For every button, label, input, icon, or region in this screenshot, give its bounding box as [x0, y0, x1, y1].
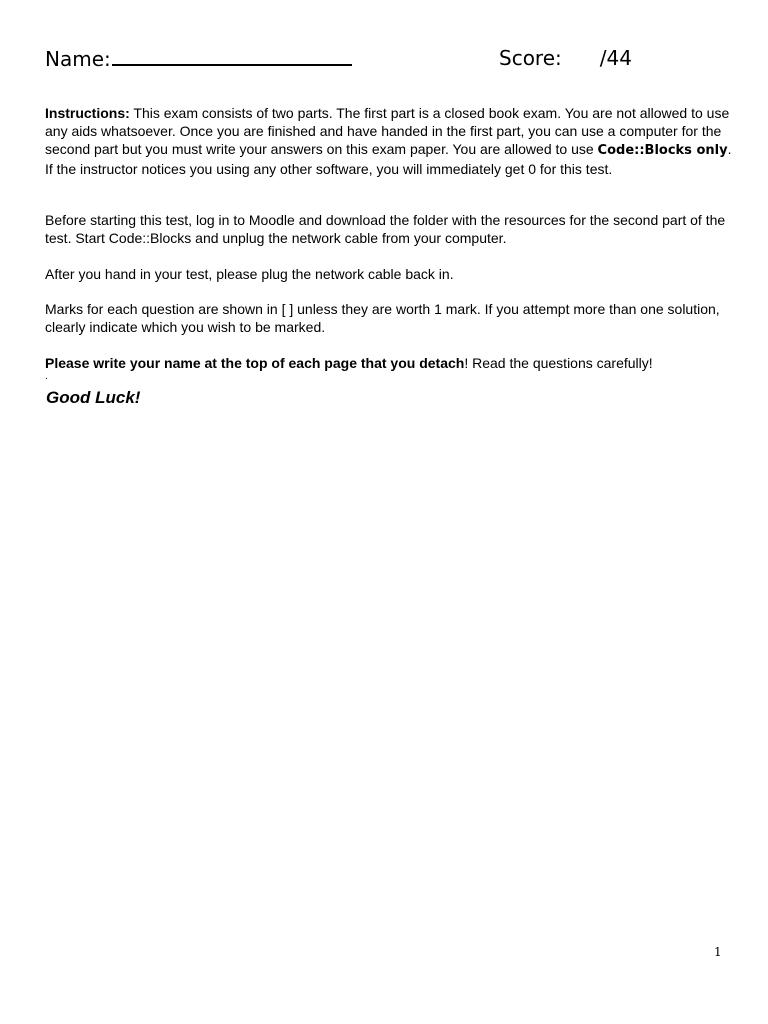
stray-dot: .: [45, 371, 48, 382]
reminder-bold: Please write your name at the top of each page that you detach: [45, 355, 465, 371]
score-total: /44: [599, 46, 632, 70]
marks-paragraph: Marks for each question are shown in [ ] unless they are worth 1 mark. If you attempt more than one solution, clearly indicate which you wish to be marked.: [45, 301, 720, 335]
name-blank-line: [112, 44, 352, 66]
instructions-text-2: . If the instructor notices you using any other software, you will immediately get 0 for this test.: [45, 141, 732, 177]
good-luck-heading: Good Luck!: [46, 388, 141, 407]
instructions-text-1: This exam consists of two parts. The first part is a closed book exam. You are not allowed to use any aids whatsoever. Once you are finished and have handed in the first part, you can use a computer for the second part but you must write your answers on this exam paper. You are allowed to use: [45, 105, 730, 157]
score-label: Score:: [499, 46, 562, 70]
instructions-paragraph: [45, 104, 735, 178]
name-label: Name:: [45, 47, 111, 71]
reminder-rest: ! Read the questions carefully!: [464, 355, 653, 371]
page-number: 1: [714, 945, 722, 959]
name-field: [45, 44, 352, 73]
reminder-paragraph: [45, 354, 735, 372]
score-field: [499, 44, 632, 72]
instructions-label: Instructions:: [45, 105, 130, 121]
moodle-paragraph: Before starting this test, log in to Moodle and download the folder with the resources for the second part of the test. Start Code::Blocks and unplug the network cable from your computer.: [45, 212, 726, 246]
network-paragraph: After you hand in your test, please plug the network cable back in.: [45, 266, 454, 282]
allowed-software: Code::Blocks only: [597, 143, 728, 158]
